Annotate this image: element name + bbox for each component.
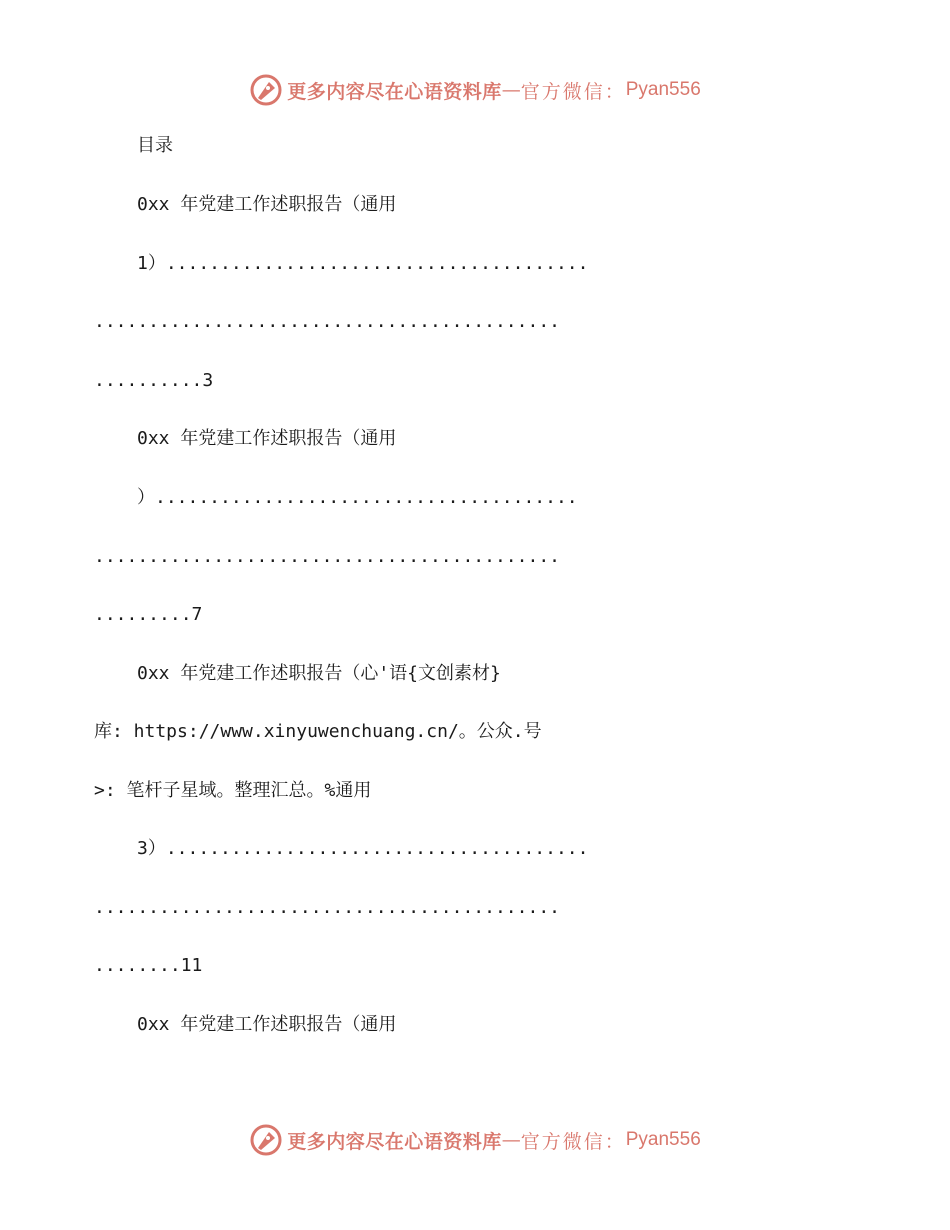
- toc-heading: 目录: [137, 135, 173, 156]
- watermark-brand: 更多内容尽在心语资料库: [287, 80, 502, 103]
- watermark-dash: —: [501, 1129, 521, 1151]
- watermark-handle: Pyan556: [625, 1129, 701, 1150]
- pen-nib-logo-icon: [249, 73, 283, 107]
- toc-entry-page-number: ........11: [94, 955, 203, 976]
- watermark-handle: Pyan556: [625, 79, 701, 100]
- toc-entry-title: 0xx 年党建工作述职报告（通用: [137, 428, 397, 449]
- watermark-wechat-label: 官方微信：: [520, 80, 626, 103]
- toc-entry-leader: 3）.......................................: [137, 838, 589, 859]
- toc-entry-leader: 1）.......................................: [137, 253, 589, 274]
- toc-entry-title: 库: https://www.xinyuwenchuang.cn/。公众.号: [94, 721, 542, 742]
- toc-entry-title: 0xx 年党建工作述职报告（通用: [137, 194, 397, 215]
- toc-entry-title: 0xx 年党建工作述职报告（心'语{文创素材}: [137, 663, 501, 684]
- toc-entry-leader: ...........................................: [94, 897, 560, 918]
- watermark-wechat-label: 官方微信：: [520, 1130, 626, 1153]
- toc-entry-leader: ...........................................: [94, 546, 560, 567]
- pen-nib-logo-icon: [249, 1123, 283, 1157]
- watermark-dash: —: [501, 79, 521, 101]
- toc-entry-leader: ...........................................: [94, 311, 560, 332]
- toc-entry-leader: ）.......................................: [137, 487, 578, 508]
- toc-entry-title: >: 笔杆子星域。整理汇总。%通用: [94, 780, 372, 801]
- toc-entry-page-number: .........7: [94, 604, 203, 625]
- watermark-banner-bottom: [0, 1120, 950, 1160]
- toc-entry-page-number: ..........3: [94, 370, 214, 391]
- watermark-banner-top: [0, 70, 950, 110]
- watermark-brand: 更多内容尽在心语资料库: [287, 1130, 502, 1153]
- toc-entry-title: 0xx 年党建工作述职报告（通用: [137, 1014, 397, 1035]
